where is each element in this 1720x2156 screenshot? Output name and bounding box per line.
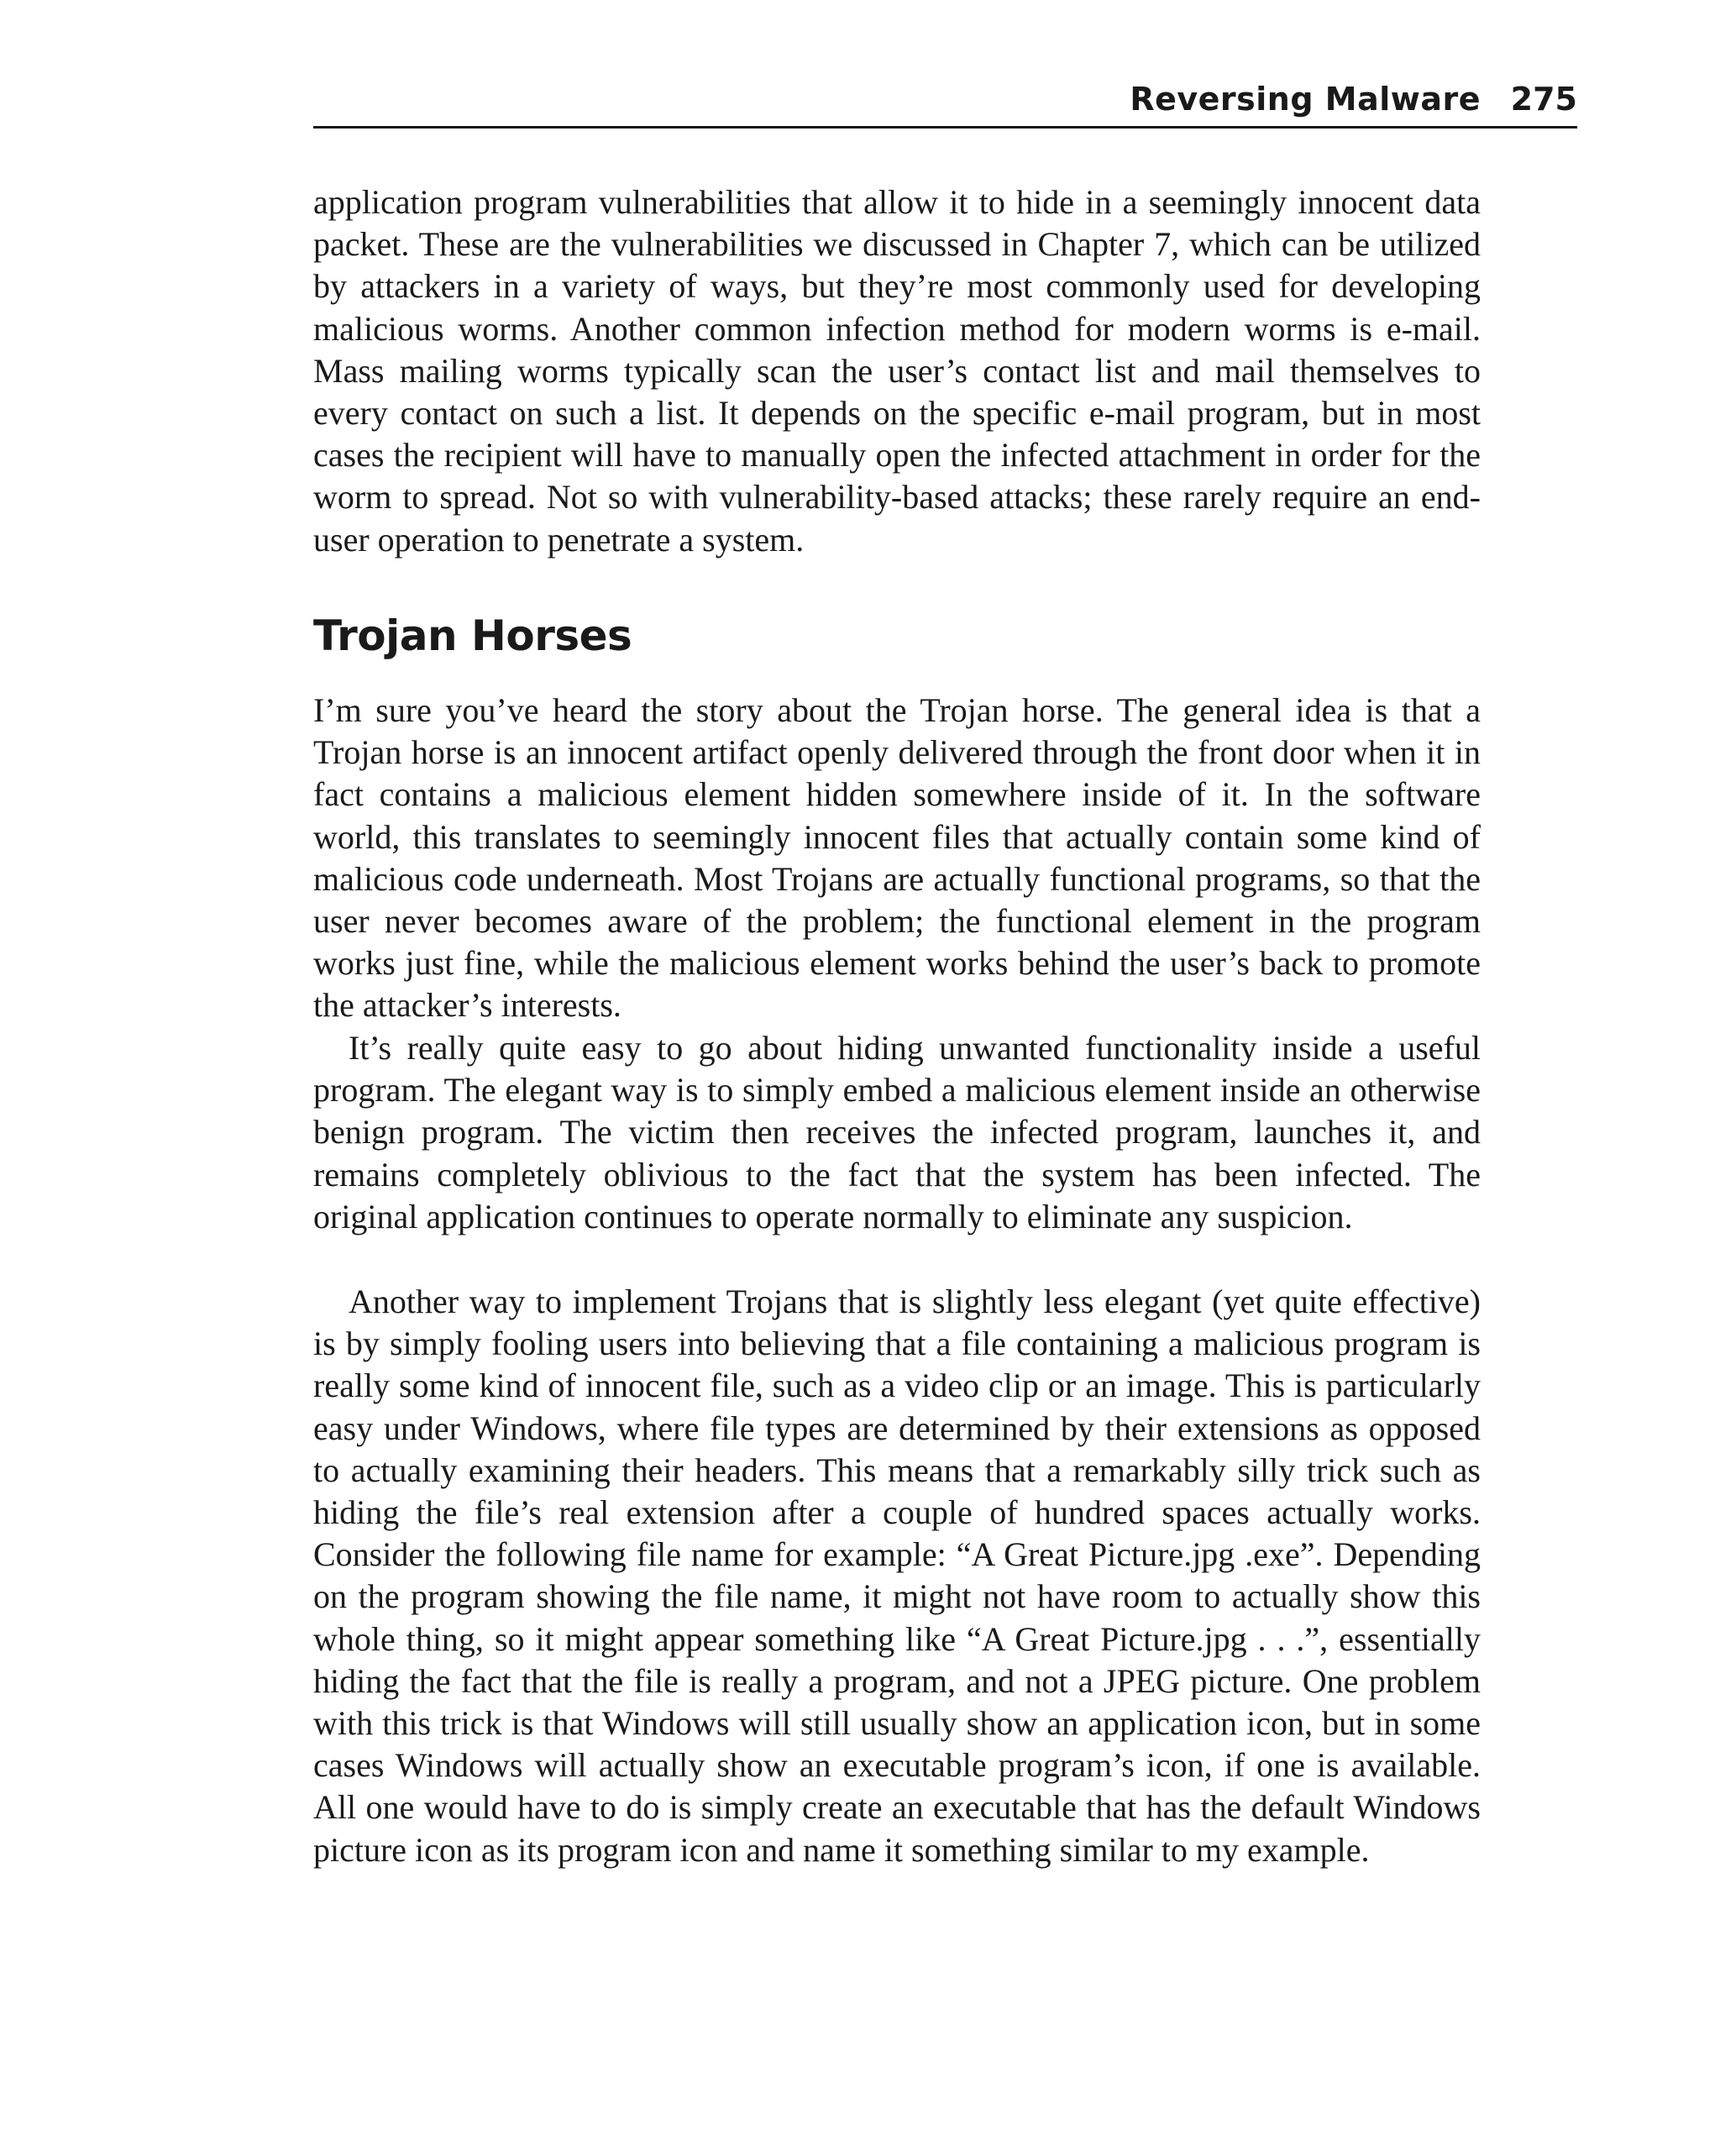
paragraph-file-extension-trick: Another way to implement Trojans that is slightly less elegant (yet quite effective) is by simply fooling users into believing that a file containing a malicious program is really some kind of innocent file, such as a video clip or an image. This is particularly easy under Windows, where file types are determined by their extensions as opposed to actually examining their headers. This means that a remarkably silly trick such as hiding the file’s real extension after a couple of hundred spaces actually works. Consider the following file name for example: “A Great Picture.jpg .exe”. Depending on the program showing the file name, it might not have room to actually show this whole thing, so it might appear something like “A Great Picture.jpg . . .”, essentially hiding the fact that the file is really a program, and not a JPEG picture. One problem with this trick is that Windows will still usually show an application icon, but in some cases Windows will actually show an executable program’s icon, if one is available. All one would have to do is simply create an executable that has the default Windows picture icon as its program icon and name it something similar to my example. — [313, 1283, 1481, 1869]
running-header — [313, 77, 1577, 129]
intro-paragraph: application program vulnerabilities that allow it to hide in a seemingly innocent data packet. These are the vulnerabilities we discussed in Chapter 7, which can be utilized by attackers in a variety of ways, but they’re most commonly used for developing malicious worms. Another common infection method for modern worms is e-mail. Mass mailing worms typically scan the user’s contact list and mail themselves to every contact on such a list. It depends on the specific e-mail program, but in most cases the recipient will have to manually open the infected attachment in order for the worm to spread. Not so with vulnerability-based attacks; these rarely require an end-user operation to penetrate a system. — [313, 183, 1481, 559]
chapter-title: Reversing Malware — [1130, 81, 1481, 118]
paragraph-hiding-functionality: It’s really quite easy to go about hiding unwanted functionality inside a useful program. The elegant way is to simply embed a malicious element inside an otherwise benign program. The victim then receives the infected program, launches it, and remains completely oblivious to the fact that the system has been infected. The original application continues to operate normally to eliminate any suspicion. — [313, 1029, 1481, 1235]
paragraph-trojan-story: I’m sure you’ve heard the story about the Trojan horse. The general idea is that a Trojan horse is an innocent artifact openly delivered through the front door when it in fact contains a malicious element hidden somewhere inside of it. In the software world, this translates to seemingly innocent files that actually contain some kind of malicious code underneath. Most Trojans are actually functional programs, so that the user never becomes aware of the problem; the functional element in the program works just fine, while the malicious element works behind the user’s back to promote the attacker’s interests. — [313, 691, 1481, 1025]
section-heading: Trojan Horses — [313, 611, 632, 660]
page-number: 275 — [1510, 81, 1577, 118]
